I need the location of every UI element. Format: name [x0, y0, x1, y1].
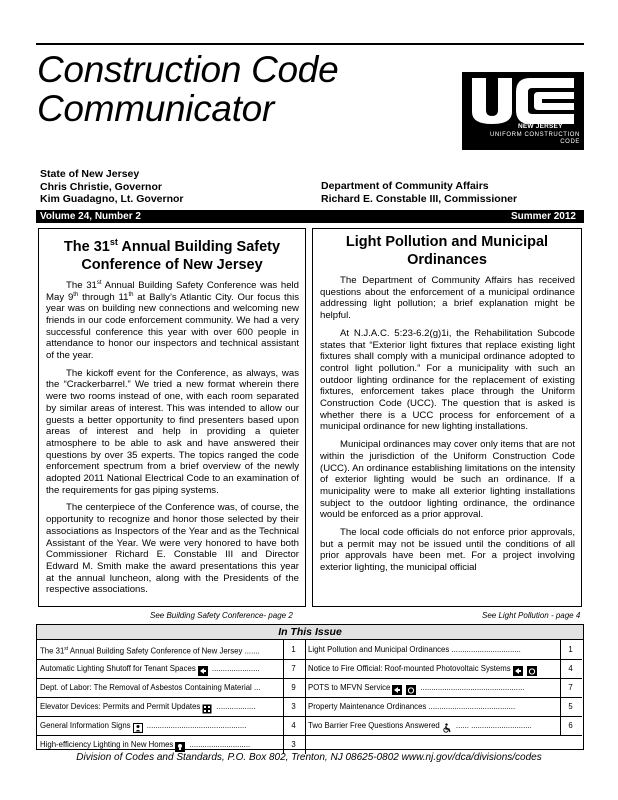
conference-heading [39, 233, 305, 274]
toc-page-number: 3 [283, 735, 303, 754]
wheelchair-icon [442, 721, 452, 731]
light-pollution-body [313, 269, 581, 574]
toc-entry-text: POTS to MFVN Service [308, 683, 391, 692]
toc-page-number: 4 [283, 716, 303, 735]
toc-page-number: 7 [283, 659, 303, 678]
toc-row[interactable] [305, 678, 582, 697]
toc-row[interactable] [37, 697, 305, 716]
volume-number: Volume 24, Number 2 [40, 211, 141, 222]
p1-text-b: Annual Building Safety Conference was held May 9 [46, 279, 300, 303]
arrow-icon [513, 664, 523, 674]
toc-entry-text: Light Pollution and Municipal Ordinances ................................ [308, 645, 521, 654]
in-this-issue-table [36, 624, 584, 750]
footer-address: Division of Codes and Standards, P.O. Box 802, Trenton, NJ 08625-0802 www.nj.gov/dca/divisions/codes [76, 752, 542, 763]
fire-icon [527, 664, 537, 674]
light-pollution-heading-line-2: Ordinances [407, 252, 487, 268]
toc-leader-dots: ...................... [209, 664, 260, 673]
conference-heading-text-2: Annual Building Safety [117, 238, 281, 255]
toc-entry-text: Two Barrier Free Questions Answered [308, 721, 440, 730]
light-pollution-paragraph-2: At N.J.A.C. 5:23-6.2(g)1i, the Rehabilitation Subcode states that “Exterior light fixtures that replace existing light fixtures shall comply with a municipal ordinance adopted to control light pollution.” For a municipality with such an outdoor lighting ordinance for the replacement of existing fixtures, enforcement takes place through the Uniform Construction Code (UCC). The question that is asked is whether there is a UCC process for enforcement of a municipal ordinance for new lighting installations. [320, 327, 575, 433]
toc-row[interactable] [305, 640, 582, 659]
conference-paragraph-3: The centerpiece of the Conference was, of course, the opportunity to recognize and honor those selected by their associations as Inspectors of the Year and as the Technical Assistant of the Year. We were very honored to have both Commissioner Richard E. Constable III and Director Edward M. Smith make the award presentations this year at the annual luncheon, along with the Presidents of the respective associations. [46, 502, 299, 596]
conference-paragraph-2: The kickoff event for the Conference, as always, was the “Crackerbarrel.” We tried a new format wherein there were two rooms instead of one, with each room separated by similar areas of interest. This was intended to allow our guests a better opportunity to find presenters based upon areas of interest and help in providing a quieter atmosphere to be able to ask and have answered their questions by over 35 experts. The topics ranged the code enforcement spectrum from a brief overview of the newly adopted 2011 National Electrical Code to an examination of the requirements for gas piping systems. [46, 367, 299, 496]
logo-caption-line-2: CODE [560, 139, 580, 145]
conference-heading-line-2: Conference of New Jersey [81, 256, 263, 273]
conference-paragraph-1 [46, 280, 299, 362]
toc-page-number: 3 [283, 697, 303, 716]
state-name: State of New Jersey [40, 168, 140, 180]
p1-sup-1: st [96, 279, 102, 286]
toc-leader-dots: ...... ............................ [453, 721, 532, 730]
light-pollution-paragraph-3: Municipal ordinances may cover only items that are not within the jurisdiction of the Uniform Construction Code (UCC). An ordinance establishing limitations on the intensity of exterior lighting would be such an ordinance. If a municipality were to make all exterior lighting installations subject to the outdoor lighting ordinance, the ordinance would be enforced as a prior approval. [320, 439, 575, 521]
commissioner: Richard E. Constable III, Commissioner [321, 192, 518, 205]
logo-state: NEW JERSEY [518, 123, 563, 130]
toc-row-divider [37, 659, 582, 660]
bulb-icon [175, 740, 185, 750]
toc-entry-title [308, 640, 557, 659]
toc-entry-text: Dept. of Labor: The Removal of Asbestos Containing Material ... [40, 683, 261, 692]
lt-governor: Kim Guadagno, Lt. Governor [40, 193, 184, 205]
toc-entry-text: Property Maintenance Ordinances ........................................ [308, 702, 516, 711]
department-name: Department of Community Affairs [321, 180, 489, 192]
toc-row[interactable] [37, 716, 305, 735]
ucc-logo-mark [468, 76, 578, 126]
arrow-icon [198, 664, 208, 674]
conference-article [38, 228, 306, 607]
ucc-logo [462, 72, 584, 150]
newsletter-title [37, 50, 338, 128]
toc-leader-dots: ............................ [187, 740, 251, 749]
toc-entry-text: Annual Building Safety Conference of New Jersey ....... [68, 646, 260, 656]
toc-entry-title [40, 640, 280, 659]
conference-continued-link[interactable]: See Building Safety Conference- page 2 [150, 611, 293, 620]
toc-entry-title [40, 697, 280, 716]
toc-row-divider [37, 697, 582, 698]
toc-row[interactable] [305, 716, 582, 735]
toc-leader-dots: .................. [214, 702, 256, 711]
toc-row-divider [37, 716, 582, 717]
toc-entry-title [308, 678, 557, 697]
toc-row-divider [37, 678, 582, 679]
toc-row[interactable] [305, 659, 582, 678]
toc-page-number: 9 [283, 678, 303, 697]
light-pollution-continued-link[interactable]: See Light Pollution - page 4 [482, 611, 581, 620]
arrow-icon [392, 683, 402, 693]
toc-entry-text: Elevator Devices: Permits and Permit Updates [40, 702, 201, 711]
issue-bar [36, 210, 584, 223]
toc-entry-title [308, 697, 557, 716]
toc-entry-text: General Information Signs [40, 721, 131, 730]
conference-body [39, 274, 305, 596]
toc-entry-text: The 31 [40, 646, 65, 656]
p1-text-a: The 31 [66, 279, 97, 291]
toc-column-divider [305, 640, 306, 754]
toc-page-number: 7 [560, 678, 580, 697]
toc-row[interactable] [37, 659, 305, 678]
toc-leader-dots: .............................................. [144, 721, 247, 730]
toc-entry-title [40, 659, 280, 678]
toc-entry-sup: st [64, 646, 69, 652]
toc-entry-text: Automatic Lighting Shutoff for Tenant Spaces [40, 664, 196, 673]
fire-icon [406, 683, 416, 693]
toc-leader-dots: ................................................ [418, 683, 525, 692]
toc-entry-title [40, 678, 280, 697]
toc-row-divider [37, 735, 582, 736]
light-pollution-heading [313, 233, 581, 269]
light-pollution-paragraph-4: The local code officials do not enforce prior approvals, but a permit may not be issued until the conditions of all prior approvals have been met. For a project involving exterior lighting, the municipal official [320, 527, 575, 574]
toc-entry-text: High-efficiency Lighting in New Homes [40, 740, 174, 749]
p1-sup-2: th [73, 291, 79, 298]
p1-text-d: at Bally’s Atlantic City. Our focus this year was on building new connections and welcoming new friends in our code enforcement community. We had a very successful conference this year with over 600 people in attendance to honor our inspectors and technical assistant of the year. [46, 291, 299, 362]
p1-text-c: through 11 [78, 291, 129, 303]
toc-row[interactable] [37, 678, 305, 697]
toc-row[interactable] [305, 697, 582, 716]
toc-entry-title [308, 716, 557, 735]
department-block [321, 180, 517, 205]
governor: Chris Christie, Governor [40, 180, 162, 193]
toc-entry-title [308, 659, 557, 678]
state-block [40, 168, 184, 206]
light-pollution-article [312, 228, 582, 607]
logo-caption-line-1: UNIFORM CONSTRUCTION [490, 132, 580, 138]
in-this-issue-heading: In This Issue [37, 625, 583, 640]
toc-entry-title [40, 716, 280, 735]
toc-page-number: 1 [283, 640, 303, 659]
toc-entry-text: Notice to Fire Official: Roof-mounted Photovoltaic Systems [308, 664, 511, 673]
toc-row[interactable] [37, 640, 305, 659]
conference-heading-sup: st [109, 237, 118, 247]
conference-heading-text: The 31 [63, 238, 110, 255]
toc-page-number: 5 [560, 697, 580, 716]
toc-page-number: 4 [560, 659, 580, 678]
light-pollution-paragraph-1: The Department of Community Affairs has received questions about the enforcement of a municipal ordinance addressing light pollution; a brief explanation might be helpful. [320, 275, 575, 322]
issue-season: Summer 2012 [510, 211, 576, 222]
calculator-icon [202, 702, 212, 712]
title-line-2: Communicator [37, 88, 274, 129]
logo-caption [470, 132, 580, 146]
person-icon [133, 721, 143, 731]
title-line-1: Construction Code [37, 49, 339, 90]
toc-page-number: 1 [560, 640, 580, 659]
p1-sup-3: th [128, 291, 134, 298]
light-pollution-heading-line-1: Light Pollution and Municipal [345, 234, 549, 250]
toc-page-number: 6 [560, 716, 580, 735]
